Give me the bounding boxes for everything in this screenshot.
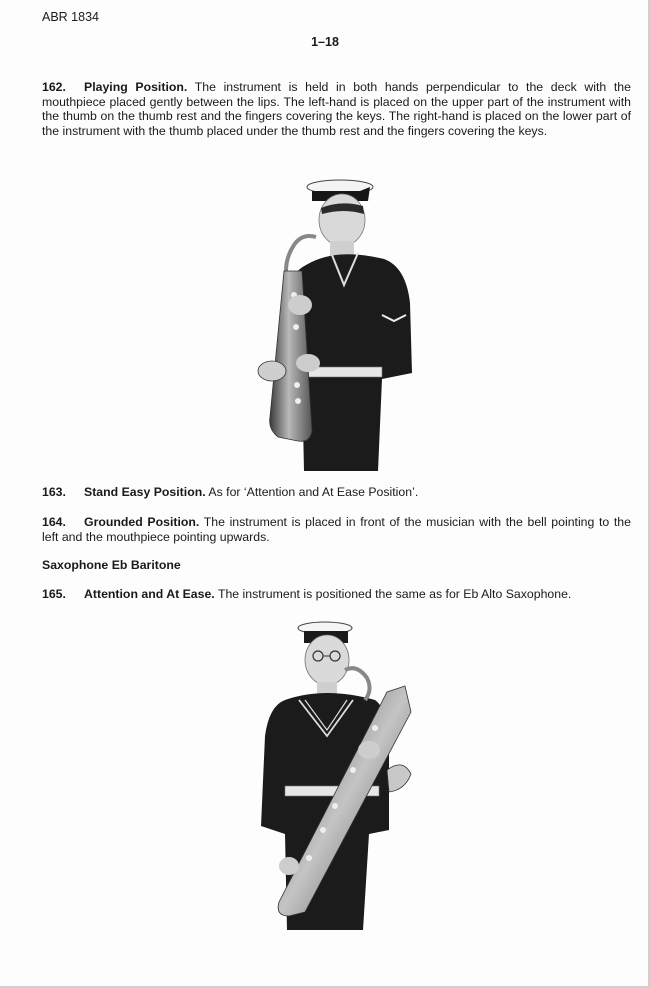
baritone-saxophone-attention-photo (255, 620, 425, 932)
paragraph-heading: Attention and At Ease. (84, 587, 215, 601)
paragraph-number: 163. (42, 485, 66, 499)
document-id: ABR 1834 (42, 10, 99, 24)
paragraph-number: 162. (42, 80, 66, 94)
paragraph-text: The instrument is held in both hands perpendicular to the deck with the mouthpiece placed gently between the lips. The left-hand is placed on the upper part of the instrument with the thumb on the thumb rest and the fingers covering the keys. The right-hand is placed on the lower part of the instrument with the thumb placed under the thumb rest and the fingers covering the keys. (42, 80, 631, 138)
paragraph-heading: Stand Easy Position. (84, 485, 206, 499)
paragraph-164 (42, 515, 631, 544)
page-number: 1–18 (311, 35, 339, 49)
paragraph-text: The instrument is placed in front of the musician with the bell pointing to the left and the mouthpiece pointing upwards. (42, 515, 631, 544)
paragraph-number: 165. (42, 587, 66, 601)
alto-saxophone-playing-photo (248, 175, 418, 477)
paragraph-165 (42, 587, 631, 602)
paragraph-text: The instrument is positioned the same as for Eb Alto Saxophone. (217, 587, 572, 601)
paragraph-text: As for ‘Attention and At Ease Position’. (208, 485, 419, 499)
paragraph-number: 164. (42, 515, 66, 529)
section-subheading: Saxophone Eb Baritone (42, 558, 181, 572)
paragraph-163 (42, 485, 631, 500)
paragraph-162 (42, 80, 631, 138)
paragraph-heading: Grounded Position. (84, 515, 200, 529)
paragraph-heading: Playing Position. (84, 80, 188, 94)
